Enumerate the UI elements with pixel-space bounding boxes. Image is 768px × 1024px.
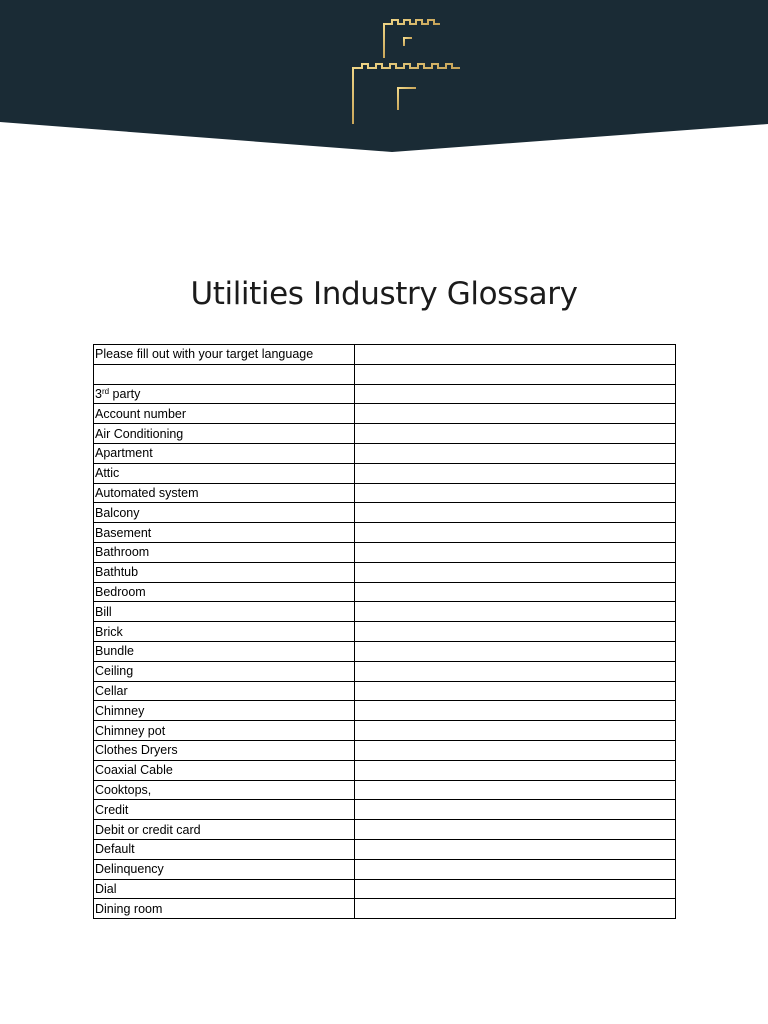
table-row — [94, 463, 676, 483]
table-row — [94, 820, 676, 840]
table-row — [94, 879, 676, 899]
table-row — [94, 641, 676, 661]
term-cell: Bill — [94, 602, 355, 622]
term-cell: Account number — [94, 404, 355, 424]
translation-cell[interactable] — [355, 404, 676, 424]
translation-cell[interactable] — [355, 562, 676, 582]
term-cell: Bathroom — [94, 542, 355, 562]
blank-cell — [94, 364, 355, 384]
translation-cell[interactable] — [355, 463, 676, 483]
term-cell: Cellar — [94, 681, 355, 701]
translation-cell[interactable] — [355, 661, 676, 681]
translation-cell[interactable] — [355, 582, 676, 602]
term-cell: Attic — [94, 463, 355, 483]
table-row — [94, 661, 676, 681]
translation-cell[interactable] — [355, 384, 676, 404]
term-cell: Ceiling — [94, 661, 355, 681]
term-cell: Delinquency — [94, 859, 355, 879]
translation-cell[interactable] — [355, 542, 676, 562]
table-row — [94, 760, 676, 780]
translation-cell[interactable] — [355, 681, 676, 701]
translation-cell[interactable] — [355, 740, 676, 760]
table-row — [94, 483, 676, 503]
table-row — [94, 582, 676, 602]
term-cell: Credit — [94, 800, 355, 820]
table-row — [94, 859, 676, 879]
translation-cell[interactable] — [355, 523, 676, 543]
translation-cell[interactable] — [355, 780, 676, 800]
table-row — [94, 404, 676, 424]
table-row — [94, 740, 676, 760]
table-row — [94, 701, 676, 721]
translation-cell[interactable] — [355, 721, 676, 741]
translation-cell[interactable] — [355, 760, 676, 780]
term-cell: Cooktops, — [94, 780, 355, 800]
translation-cell[interactable] — [355, 641, 676, 661]
term-cell: Automated system — [94, 483, 355, 503]
term-cell: Clothes Dryers — [94, 740, 355, 760]
term-cell: Air Conditioning — [94, 424, 355, 444]
translation-cell[interactable] — [355, 345, 676, 365]
table-row — [94, 780, 676, 800]
translation-cell[interactable] — [355, 800, 676, 820]
translation-cell[interactable] — [355, 622, 676, 642]
term-cell: Brick — [94, 622, 355, 642]
table-row — [94, 542, 676, 562]
translation-cell[interactable] — [355, 424, 676, 444]
table-row — [94, 899, 676, 919]
table-row — [94, 681, 676, 701]
table-row — [94, 622, 676, 642]
term-cell: Bedroom — [94, 582, 355, 602]
term-number: 3 — [95, 386, 102, 401]
translation-cell[interactable] — [355, 701, 676, 721]
page-title: Utilities Industry Glossary — [190, 276, 578, 312]
translation-cell[interactable] — [355, 364, 676, 384]
translation-cell[interactable] — [355, 859, 676, 879]
table-row — [94, 364, 676, 384]
header-banner — [0, 0, 768, 160]
table-row — [94, 523, 676, 543]
term-cell: Dial — [94, 879, 355, 899]
table-row — [94, 800, 676, 820]
table-row — [94, 839, 676, 859]
glossary-table — [93, 344, 676, 919]
table-row — [94, 562, 676, 582]
table-row — [94, 384, 676, 404]
translation-cell[interactable] — [355, 483, 676, 503]
term-cell: Basement — [94, 523, 355, 543]
term-cell: Apartment — [94, 443, 355, 463]
term-cell — [94, 384, 355, 404]
term-cell: Chimney pot — [94, 721, 355, 741]
translation-cell[interactable] — [355, 602, 676, 622]
table-row — [94, 424, 676, 444]
instruction-cell: Please fill out with your target language — [94, 345, 355, 365]
table-row — [94, 443, 676, 463]
term-cell: Bathtub — [94, 562, 355, 582]
translation-cell[interactable] — [355, 443, 676, 463]
term-superscript: rd — [101, 386, 110, 396]
table-row — [94, 602, 676, 622]
term-cell: Balcony — [94, 503, 355, 523]
term-cell: Debit or credit card — [94, 820, 355, 840]
term-cell: Default — [94, 839, 355, 859]
term-text: party — [109, 386, 141, 401]
term-cell: Bundle — [94, 641, 355, 661]
table-row — [94, 721, 676, 741]
table-row — [94, 345, 676, 365]
term-cell: Dining room — [94, 899, 355, 919]
translation-cell[interactable] — [355, 503, 676, 523]
table-row — [94, 503, 676, 523]
translation-cell[interactable] — [355, 839, 676, 859]
translation-cell[interactable] — [355, 879, 676, 899]
term-cell: Coaxial Cable — [94, 760, 355, 780]
term-cell: Chimney — [94, 701, 355, 721]
translation-cell[interactable] — [355, 820, 676, 840]
translation-cell[interactable] — [355, 899, 676, 919]
